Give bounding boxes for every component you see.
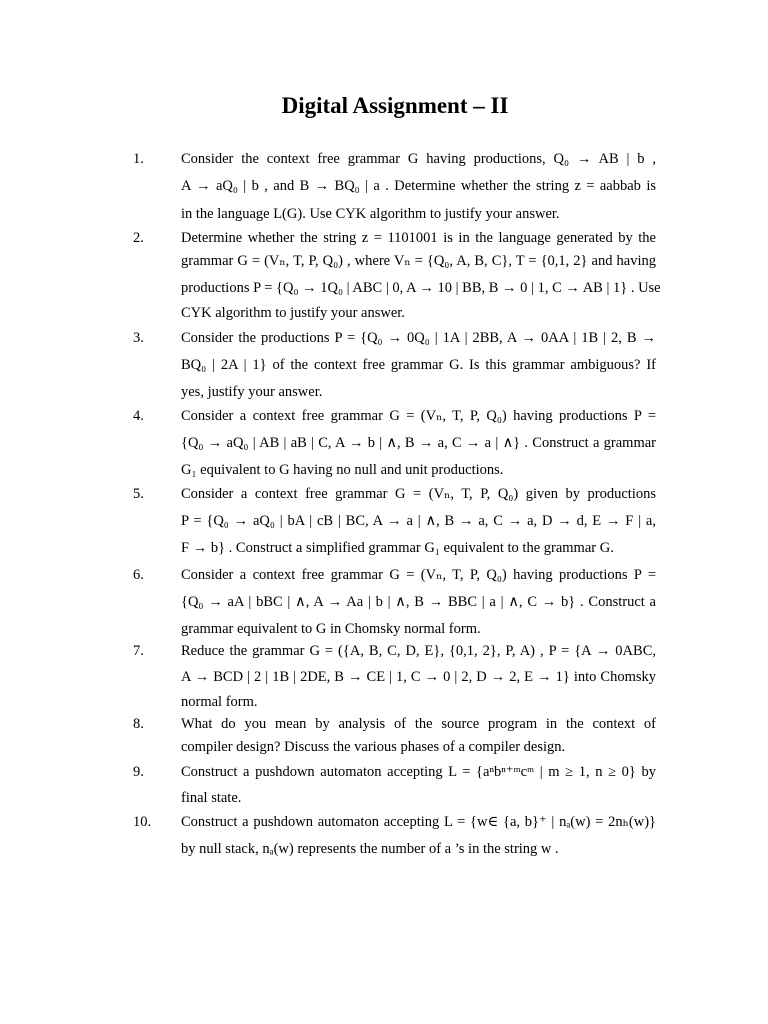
question-text-line: in the language L(G). Use CYK algorithm to justify your answer. [181, 206, 560, 222]
question-text-line: by null stack, nₐ(w) represents the number of a ’s in the string w . [181, 841, 559, 857]
question-text-line: grammar equivalent to G in Chomsky normal form. [181, 621, 481, 637]
question-number: 9. [133, 764, 144, 780]
question-text-line: Consider a context free grammar G = (Vₙ, T, P, Q₀) having productions P = [181, 567, 656, 583]
question-number: 8. [133, 716, 144, 732]
question-text-line: yes, justify your answer. [181, 384, 323, 400]
question-text-line: Consider the context free grammar G having productions, Q₀ → AB | b , [181, 151, 656, 167]
question-text-line: grammar G = (Vₙ, T, P, Q₀) , where Vₙ = {Q₀, A, B, C}, T = {0,1, 2} and having [181, 253, 656, 269]
question-text-line: compiler design? Discuss the various phases of a compiler design. [181, 739, 566, 755]
question-text-line: productions P = {Q₀ → 1Q₀ | ABC | 0, A → 10 | BB, B → 0 | 1, C → AB | 1} . Use [181, 280, 661, 296]
question-text-line: P = {Q₀ → aQ₀ | bA | cB | BC, A → a | ∧, B → a, C → a, D → d, E → F | a, [181, 513, 656, 529]
question-text-line: Determine whether the string z = 1101001 is in the language generated by the [181, 230, 656, 246]
question-text-line: normal form. [181, 694, 258, 710]
question-text-line: Consider a context free grammar G = (Vₙ, T, P, Q₀) given by productions [181, 486, 656, 502]
question-text-line: G₁ equivalent to G having no null and unit productions. [181, 462, 504, 478]
question-text-line: CYK algorithm to justify your answer. [181, 305, 405, 321]
question-number: 4. [133, 408, 144, 424]
question-text-line: {Q₀ → aA | bBC | ∧, A → Aa | b | ∧, B → BBC | a | ∧, C → b} . Construct a [181, 594, 656, 610]
question-text-line: Consider the productions P = {Q₀ → 0Q₀ | 1A | 2BB, A → 0AA | 1B | 2, B → [181, 330, 656, 346]
question-number: 2. [133, 230, 144, 246]
question-number: 5. [133, 486, 144, 502]
question-number: 6. [133, 567, 144, 583]
question-text-line: What do you mean by analysis of the source program in the context of [181, 716, 656, 732]
question-text-line: A → aQ₀ | b , and B → BQ₀ | a . Determine whether the string z = aabbab is [181, 178, 656, 194]
question-text-line: A → BCD | 2 | 1B | 2DE, B → CE | 1, C → 0 | 2, D → 2, E → 1} into Chomsky [181, 669, 656, 685]
question-text-line: Consider a context free grammar G = (Vₙ, T, P, Q₀) having productions P = [181, 408, 656, 424]
question-text-line: F → b} . Construct a simplified grammar G₁ equivalent to the grammar G. [181, 540, 614, 556]
question-number: 7. [133, 643, 144, 659]
question-text-line: {Q₀ → aQ₀ | AB | aB | C, A → b | ∧, B → a, C → a | ∧} . Construct a grammar [181, 435, 656, 451]
question-number: 10. [133, 814, 152, 830]
question-number: 1. [133, 151, 144, 167]
question-text-line: Construct a pushdown automaton accepting L = {aⁿbⁿ⁺ᵐcᵐ | m ≥ 1, n ≥ 0} by [181, 764, 656, 780]
question-text-line: BQ₀ | 2A | 1} of the context free grammar G. Is this grammar ambiguous? If [181, 357, 656, 373]
page-title: Digital Assignment – II [281, 93, 509, 118]
question-text-line: Reduce the grammar G = ({A, B, C, D, E}, {0,1, 2}, P, A) , P = {A → 0ABC, [181, 643, 656, 659]
question-number: 3. [133, 330, 144, 346]
question-text-line: final state. [181, 790, 242, 806]
question-text-line: Construct a pushdown automaton accepting L = {w∈ {a, b}⁺ | nₐ(w) = 2nₕ(w)} [181, 814, 656, 830]
